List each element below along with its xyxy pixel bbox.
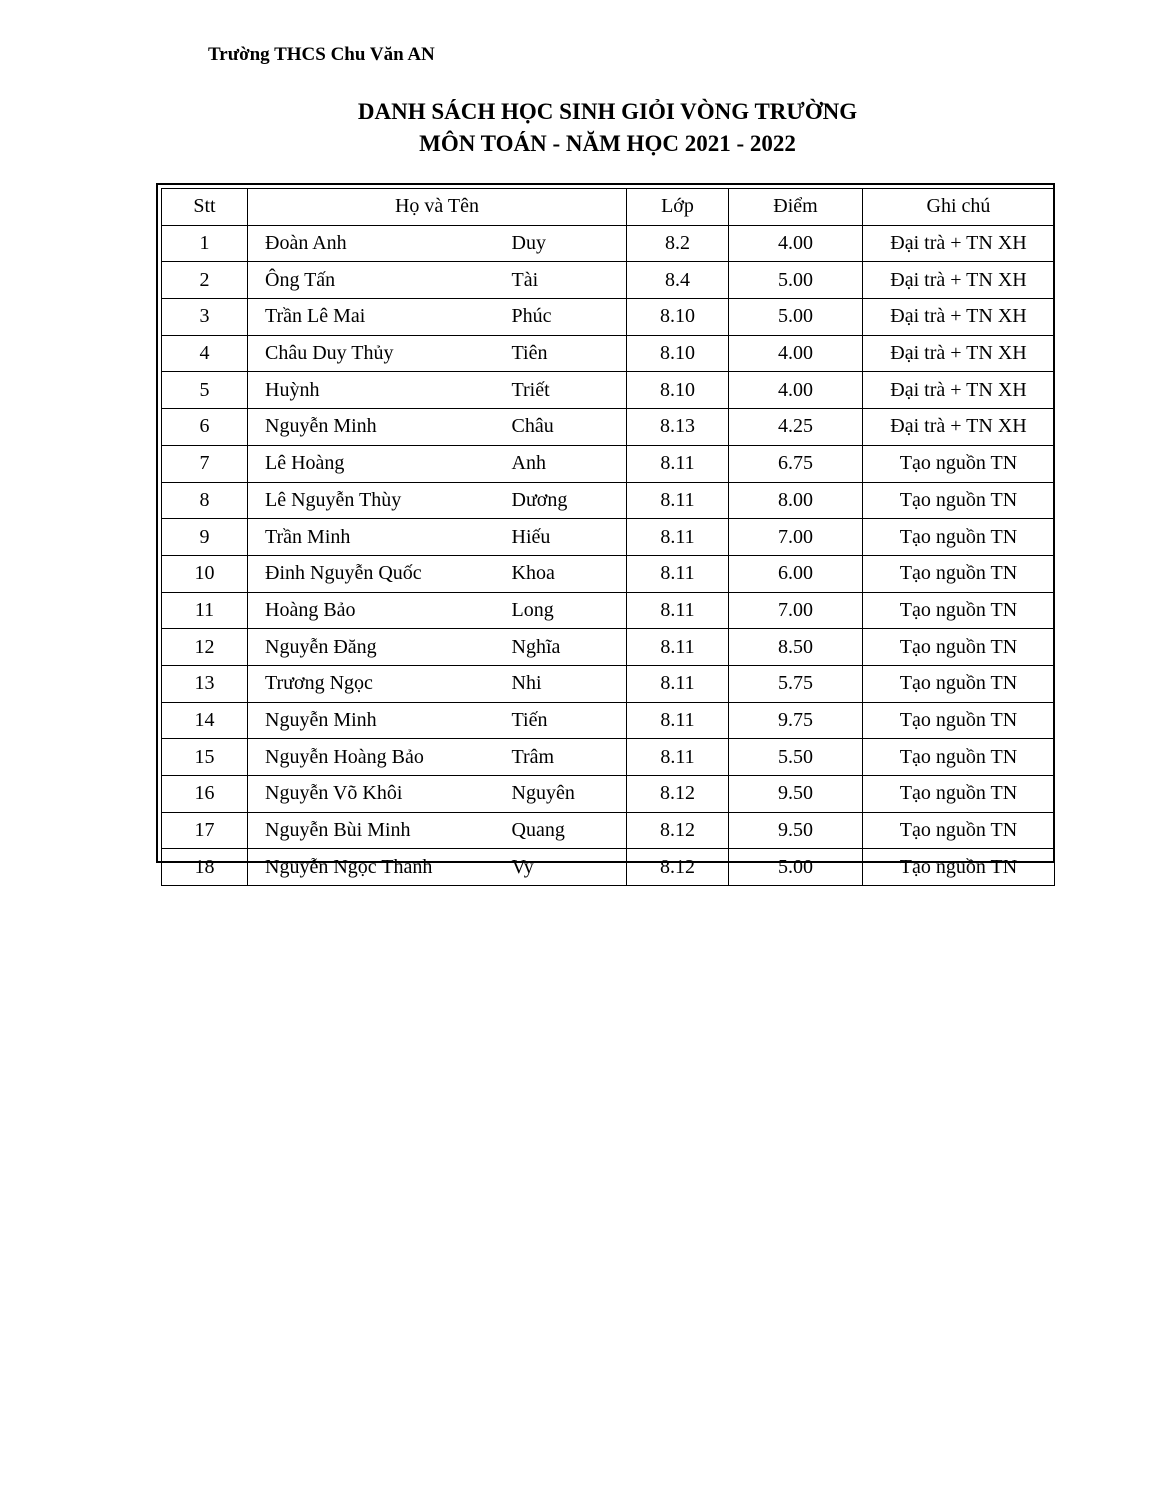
cell-note: Tạo nguồn TN <box>863 702 1055 739</box>
cell-note: Đại trà + TN XH <box>863 372 1055 409</box>
cell-class: 8.11 <box>627 555 729 592</box>
cell-given-name: Quang <box>510 812 627 849</box>
cell-class: 8.10 <box>627 299 729 336</box>
header-note: Ghi chú <box>863 189 1055 226</box>
cell-note: Đại trà + TN XH <box>863 299 1055 336</box>
cell-score: 6.00 <box>729 555 863 592</box>
cell-note: Tạo nguồn TN <box>863 629 1055 666</box>
cell-family-name: Nguyễn Minh <box>248 702 510 739</box>
cell-given-name: Khoa <box>510 555 627 592</box>
cell-given-name: Anh <box>510 445 627 482</box>
cell-note: Đại trà + TN XH <box>863 225 1055 262</box>
cell-stt: 16 <box>162 776 248 813</box>
cell-score: 5.50 <box>729 739 863 776</box>
cell-class: 8.12 <box>627 849 729 886</box>
document-title-line1: DANH SÁCH HỌC SINH GIỎI VÒNG TRƯỜNG <box>357 99 858 124</box>
cell-family-name: Nguyễn Bùi Minh <box>248 812 510 849</box>
cell-score: 5.00 <box>729 262 863 299</box>
cell-given-name: Dương <box>510 482 627 519</box>
table-row <box>162 592 1055 629</box>
header-class: Lớp <box>627 189 729 226</box>
cell-score: 8.50 <box>729 629 863 666</box>
cell-class: 8.2 <box>627 225 729 262</box>
cell-note: Đại trà + TN XH <box>863 335 1055 372</box>
cell-score: 5.00 <box>729 849 863 886</box>
table-row <box>162 335 1055 372</box>
cell-stt: 1 <box>162 225 248 262</box>
cell-given-name: Trâm <box>510 739 627 776</box>
cell-class: 8.11 <box>627 702 729 739</box>
cell-given-name: Triết <box>510 372 627 409</box>
table-row <box>162 739 1055 776</box>
cell-score: 5.75 <box>729 665 863 702</box>
cell-class: 8.12 <box>627 812 729 849</box>
cell-family-name: Đinh Nguyễn Quốc <box>248 555 510 592</box>
cell-note: Đại trà + TN XH <box>863 409 1055 446</box>
cell-score: 4.00 <box>729 372 863 409</box>
cell-class: 8.11 <box>627 482 729 519</box>
cell-class: 8.11 <box>627 629 729 666</box>
table-row <box>162 519 1055 556</box>
cell-given-name: Nghĩa <box>510 629 627 666</box>
cell-class: 8.11 <box>627 739 729 776</box>
table-row <box>162 629 1055 666</box>
cell-stt: 5 <box>162 372 248 409</box>
cell-class: 8.12 <box>627 776 729 813</box>
cell-stt: 13 <box>162 665 248 702</box>
table-row <box>162 372 1055 409</box>
table-row <box>162 225 1055 262</box>
table-header-row <box>162 189 1055 226</box>
cell-score: 5.00 <box>729 299 863 336</box>
cell-stt: 3 <box>162 299 248 336</box>
table-row <box>162 262 1055 299</box>
header-stt: Stt <box>162 189 248 226</box>
table-row <box>162 555 1055 592</box>
cell-given-name: Châu <box>510 409 627 446</box>
cell-given-name: Tiến <box>510 702 627 739</box>
cell-score: 4.25 <box>729 409 863 446</box>
table-row <box>162 445 1055 482</box>
cell-class: 8.11 <box>627 665 729 702</box>
cell-family-name: Châu Duy Thủy <box>248 335 510 372</box>
table-row <box>162 812 1055 849</box>
cell-score: 9.50 <box>729 812 863 849</box>
cell-note: Đại trà + TN XH <box>863 262 1055 299</box>
cell-family-name: Trần Minh <box>248 519 510 556</box>
cell-class: 8.11 <box>627 519 729 556</box>
cell-class: 8.10 <box>627 372 729 409</box>
cell-family-name: Nguyễn Minh <box>248 409 510 446</box>
table-row <box>162 409 1055 446</box>
cell-stt: 11 <box>162 592 248 629</box>
cell-score: 8.00 <box>729 482 863 519</box>
table-row <box>162 702 1055 739</box>
cell-family-name: Nguyễn Võ Khôi <box>248 776 510 813</box>
cell-stt: 2 <box>162 262 248 299</box>
school-name: Trường THCS Chu Văn AN <box>208 44 435 65</box>
cell-note: Tạo nguồn TN <box>863 555 1055 592</box>
cell-family-name: Lê Hoàng <box>248 445 510 482</box>
cell-note: Tạo nguồn TN <box>863 592 1055 629</box>
cell-score: 4.00 <box>729 335 863 372</box>
cell-note: Tạo nguồn TN <box>863 812 1055 849</box>
cell-given-name: Tài <box>510 262 627 299</box>
cell-score: 9.75 <box>729 702 863 739</box>
cell-stt: 8 <box>162 482 248 519</box>
cell-score: 7.00 <box>729 519 863 556</box>
cell-family-name: Ông Tấn <box>248 262 510 299</box>
cell-note: Tạo nguồn TN <box>863 776 1055 813</box>
table-row <box>162 665 1055 702</box>
cell-family-name: Nguyễn Ngọc Thanh <box>248 849 510 886</box>
header-name: Họ và Tên <box>248 189 627 226</box>
cell-score: 6.75 <box>729 445 863 482</box>
header-score: Điểm <box>729 189 863 226</box>
cell-class: 8.4 <box>627 262 729 299</box>
cell-score: 4.00 <box>729 225 863 262</box>
cell-stt: 6 <box>162 409 248 446</box>
cell-stt: 12 <box>162 629 248 666</box>
cell-note: Tạo nguồn TN <box>863 519 1055 556</box>
cell-given-name: Duy <box>510 225 627 262</box>
cell-class: 8.13 <box>627 409 729 446</box>
cell-family-name: Hoàng Bảo <box>248 592 510 629</box>
student-table <box>161 188 1055 886</box>
cell-given-name: Phúc <box>510 299 627 336</box>
cell-stt: 4 <box>162 335 248 372</box>
cell-class: 8.11 <box>627 445 729 482</box>
cell-stt: 15 <box>162 739 248 776</box>
cell-score: 7.00 <box>729 592 863 629</box>
cell-family-name: Trần Lê Mai <box>248 299 510 336</box>
document-title-line2: MÔN TOÁN - NĂM HỌC 2021 - 2022 <box>419 131 796 156</box>
table-row <box>162 849 1055 886</box>
cell-family-name: Huỳnh <box>248 372 510 409</box>
cell-family-name: Lê Nguyễn Thùy <box>248 482 510 519</box>
cell-given-name: Hiếu <box>510 519 627 556</box>
student-table-frame <box>156 183 1055 878</box>
cell-given-name: Long <box>510 592 627 629</box>
cell-class: 8.10 <box>627 335 729 372</box>
cell-stt: 7 <box>162 445 248 482</box>
cell-stt: 14 <box>162 702 248 739</box>
cell-given-name: Nhi <box>510 665 627 702</box>
cell-family-name: Nguyễn Đăng <box>248 629 510 666</box>
cell-given-name: Tiên <box>510 335 627 372</box>
cell-score: 9.50 <box>729 776 863 813</box>
cell-stt: 18 <box>162 849 248 886</box>
cell-family-name: Đoàn Anh <box>248 225 510 262</box>
cell-stt: 10 <box>162 555 248 592</box>
table-row <box>162 299 1055 336</box>
table-row <box>162 776 1055 813</box>
cell-given-name: Vy <box>510 849 627 886</box>
cell-note: Tạo nguồn TN <box>863 739 1055 776</box>
cell-given-name: Nguyên <box>510 776 627 813</box>
table-row <box>162 482 1055 519</box>
cell-stt: 17 <box>162 812 248 849</box>
cell-family-name: Trương Ngọc <box>248 665 510 702</box>
cell-family-name: Nguyễn Hoàng Bảo <box>248 739 510 776</box>
cell-note: Tạo nguồn TN <box>863 445 1055 482</box>
cell-note: Tạo nguồn TN <box>863 665 1055 702</box>
cell-note: Tạo nguồn TN <box>863 482 1055 519</box>
cell-note: Tạo nguồn TN <box>863 849 1055 886</box>
cell-stt: 9 <box>162 519 248 556</box>
cell-class: 8.11 <box>627 592 729 629</box>
